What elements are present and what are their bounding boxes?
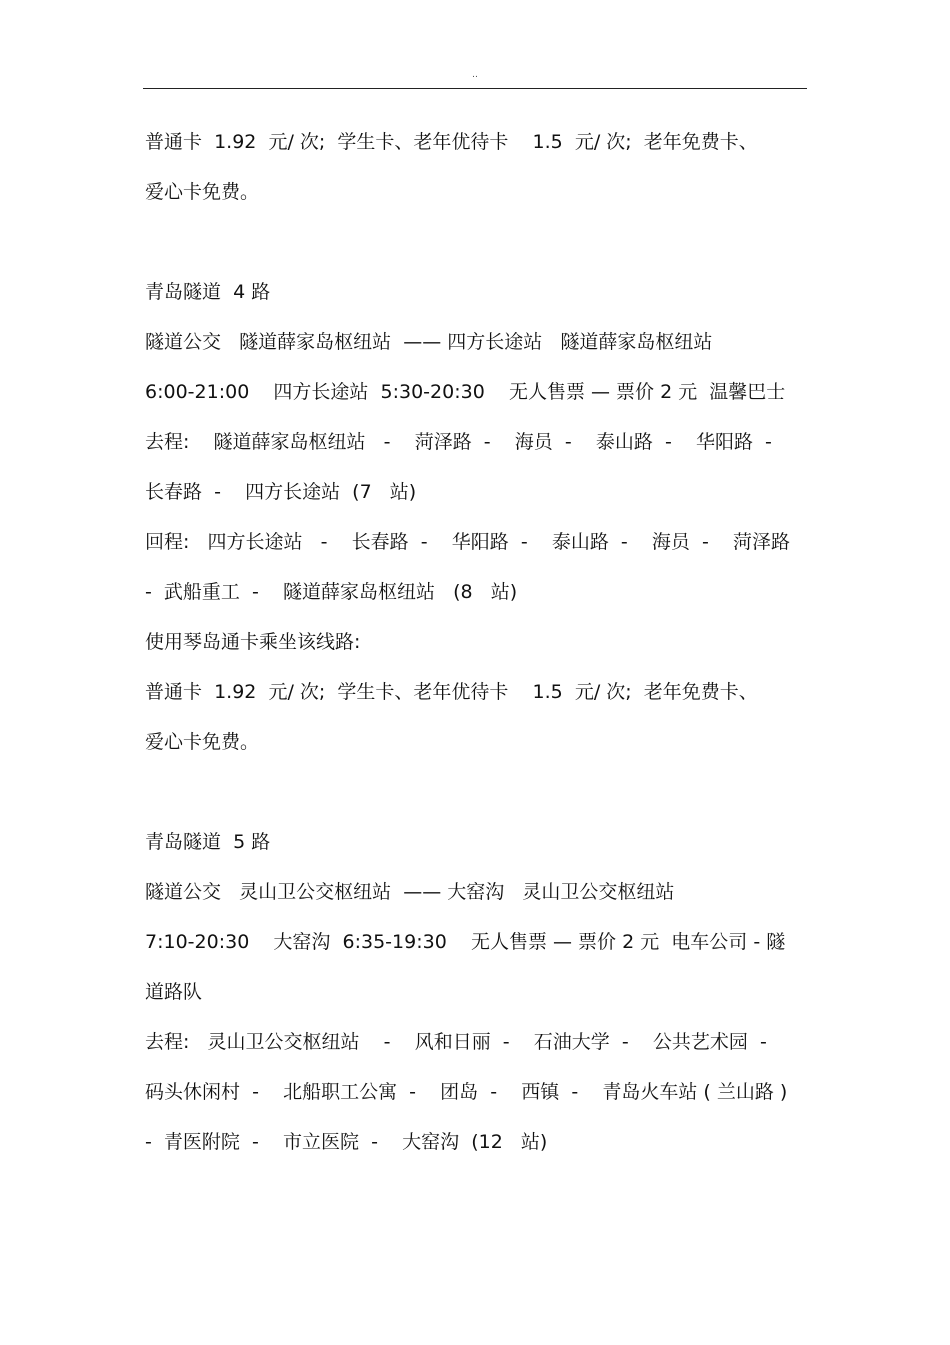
spacer (145, 767, 817, 817)
spacer (145, 217, 817, 267)
page-header-mark: .. (472, 70, 478, 80)
route-schedule: 6:00-21:00 四方长途站 5:30-20:30 无人售票 — 票价 2 元 温馨巴士 (145, 381, 786, 403)
route-description: 隧道公交 灵山卫公交枢纽站 —— 大窑沟 灵山卫公交枢纽站 (145, 881, 675, 903)
route-outbound: 码头休闲村 - 北船职工公寓 - 团岛 - 西镇 - 青岛火车站 ( 兰山路 ) (145, 1081, 788, 1103)
fare-text: 爱心卡免费。 (145, 731, 260, 753)
fare-text: 普通卡 1.92 元/ 次; 学生卡、老年优待卡 1.5 元/ 次; 老年免费卡、 (145, 131, 758, 153)
route-title: 青岛隧道 5 路 (145, 831, 271, 853)
route-outbound: 长春路 - 四方长途站 (7 站) (145, 481, 417, 503)
card-note: 使用琴岛通卡乘坐该线路: (145, 631, 361, 653)
route-outbound: 去程: 灵山卫公交枢纽站 - 风和日丽 - 石油大学 - 公共艺术园 - (145, 1031, 767, 1053)
document-body (145, 117, 817, 1167)
route-schedule: 道路队 (145, 981, 203, 1003)
header-divider (143, 88, 807, 89)
fare-text: 爱心卡免费。 (145, 181, 260, 203)
route-outbound: - 青医附院 - 市立医院 - 大窑沟 (12 站) (145, 1131, 548, 1153)
route-return: 回程: 四方长途站 - 长春路 - 华阳路 - 泰山路 - 海员 - 菏泽路 (145, 531, 791, 553)
route-title: 青岛隧道 4 路 (145, 281, 271, 303)
fare-text: 普通卡 1.92 元/ 次; 学生卡、老年优待卡 1.5 元/ 次; 老年免费卡、 (145, 681, 758, 703)
route-schedule: 7:10-20:30 大窑沟 6:35-19:30 无人售票 — 票价 2 元 电车公司 - 隧 (145, 931, 786, 953)
route-description: 隧道公交 隧道薛家岛枢纽站 —— 四方长途站 隧道薛家岛枢纽站 (145, 331, 713, 353)
route-return: - 武船重工 - 隧道薛家岛枢纽站 (8 站) (145, 581, 518, 603)
route-outbound: 去程: 隧道薛家岛枢纽站 - 菏泽路 - 海员 - 泰山路 - 华阳路 - (145, 431, 772, 453)
